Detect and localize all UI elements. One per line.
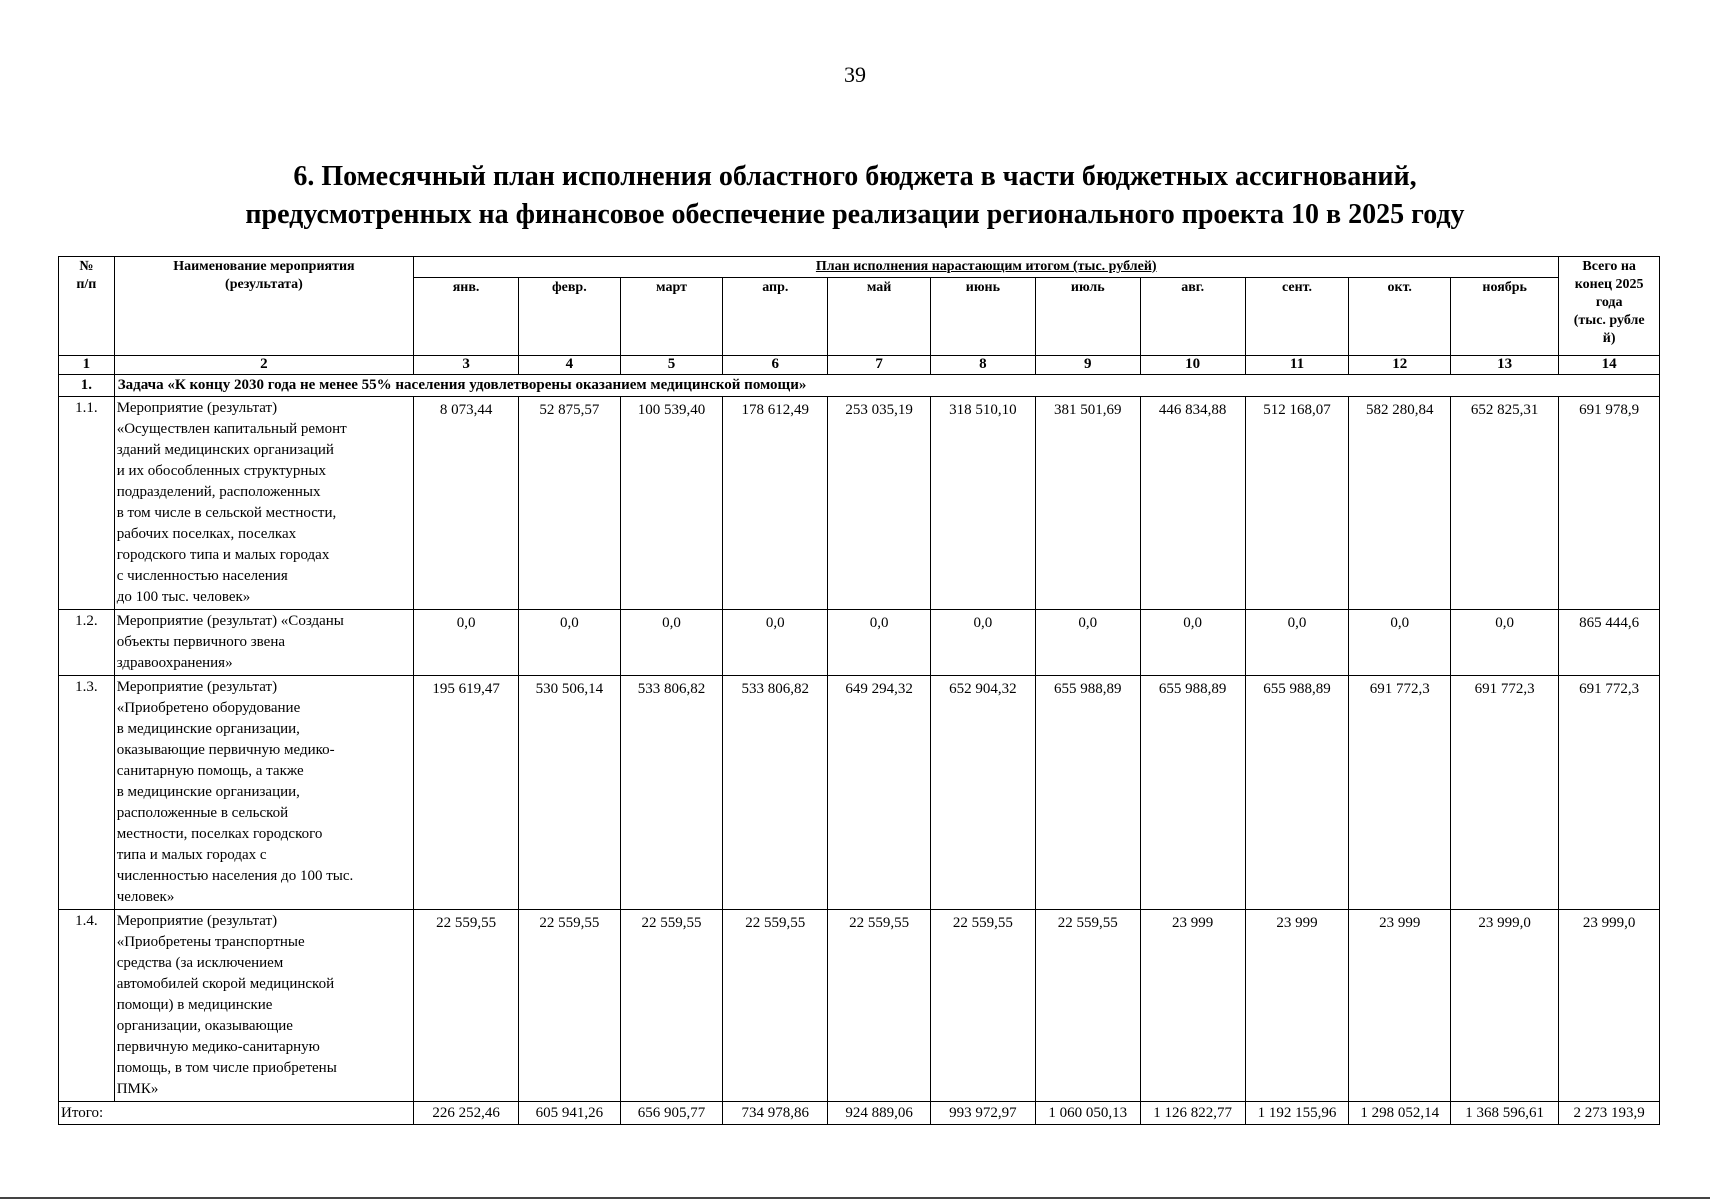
row-value: 23 999 (1140, 910, 1245, 1102)
row-name (114, 397, 413, 610)
total-value: 605 941,26 (519, 1102, 621, 1125)
budget-table (58, 256, 1660, 1125)
total-value: 993 972,97 (930, 1102, 1035, 1125)
row-value: 23 999,0 (1451, 910, 1559, 1102)
row-name-line: типа и малых городах с (116, 847, 267, 863)
row-value: 178 612,49 (723, 397, 828, 610)
month-header: апр. (723, 278, 828, 356)
column-number: 12 (1349, 356, 1451, 375)
row-name-line: рабочих поселках, поселках (116, 526, 297, 542)
row-value: 22 559,55 (519, 910, 621, 1102)
column-number: 7 (828, 356, 931, 375)
row-value: 533 806,82 (620, 676, 723, 910)
row-name (114, 910, 413, 1102)
month-header: сент. (1245, 278, 1349, 356)
total-value: 1 192 155,96 (1245, 1102, 1349, 1125)
column-number: 2 (114, 356, 413, 375)
table-row (59, 610, 1660, 676)
column-number: 3 (414, 356, 519, 375)
month-header: янв. (414, 278, 519, 356)
row-name-line: местности, поселках городского (116, 826, 323, 842)
row-value: 649 294,32 (828, 676, 931, 910)
row-name-line: подразделений, расположенных (116, 484, 321, 500)
row-value: 582 280,84 (1349, 397, 1451, 610)
header-row-1 (59, 257, 1660, 278)
row-name-line: «Приобретено оборудование (116, 700, 301, 716)
header-total-line-3: года (1595, 295, 1623, 310)
header-total (1559, 257, 1660, 356)
month-header: март (620, 278, 723, 356)
row-value: 8 073,44 (414, 397, 519, 610)
header-total-line-1: Всего на (1582, 259, 1636, 274)
month-header: окт. (1349, 278, 1451, 356)
total-value: 1 368 596,61 (1451, 1102, 1559, 1125)
header-name (114, 257, 413, 356)
total-value: 734 978,86 (723, 1102, 828, 1125)
row-value: 100 539,40 (620, 397, 723, 610)
row-value: 0,0 (1451, 610, 1559, 676)
header-num (59, 257, 115, 356)
row-value: 655 988,89 (1245, 676, 1349, 910)
row-value: 691 772,3 (1349, 676, 1451, 910)
row-name-line: Мероприятие (результат) (116, 913, 278, 929)
column-number: 10 (1140, 356, 1245, 375)
row-value: 22 559,55 (930, 910, 1035, 1102)
task-index: 1. (59, 375, 115, 397)
row-value: 0,0 (1245, 610, 1349, 676)
row-value: 0,0 (930, 610, 1035, 676)
row-value: 381 501,69 (1035, 397, 1140, 610)
row-value: 22 559,55 (723, 910, 828, 1102)
column-number-row (59, 356, 1660, 375)
row-value: 22 559,55 (1035, 910, 1140, 1102)
row-index: 1.1. (59, 397, 115, 610)
row-value: 865 444,6 (1559, 610, 1660, 676)
row-value: 512 168,07 (1245, 397, 1349, 610)
row-value: 0,0 (828, 610, 931, 676)
header-total-line-2: конец 2025 (1574, 277, 1644, 292)
row-value: 652 825,31 (1451, 397, 1559, 610)
row-name-line: городского типа и малых городах (116, 547, 330, 563)
row-name-line: Мероприятие (результат) (116, 400, 278, 416)
row-name-line: здравоохранения» (116, 655, 233, 671)
row-value: 691 978,9 (1559, 397, 1660, 610)
total-value: 656 905,77 (620, 1102, 723, 1125)
table-row (59, 676, 1660, 910)
title-line-2: предусмотренных на финансовое обеспечение реализации регионального проекта 10 в 2025 году (245, 199, 1465, 230)
total-value: 1 298 052,14 (1349, 1102, 1451, 1125)
total-value: 226 252,46 (414, 1102, 519, 1125)
row-value: 0,0 (1140, 610, 1245, 676)
row-name-line: санитарную помощь, а также (116, 763, 304, 779)
row-name-line: средства (за исключением (116, 955, 284, 971)
row-value: 0,0 (1035, 610, 1140, 676)
row-name-line: помощь, в том числе приобретены (116, 1060, 337, 1076)
total-value: 1 126 822,77 (1140, 1102, 1245, 1125)
month-header: июнь (930, 278, 1035, 356)
row-value: 0,0 (414, 610, 519, 676)
header-total-line-5: й) (1602, 331, 1616, 346)
total-label: Итого: (59, 1102, 414, 1125)
table-row (59, 397, 1660, 610)
row-name-line: «Осуществлен капитальный ремонт (116, 421, 347, 437)
row-value: 652 904,32 (930, 676, 1035, 910)
row-name-line: Мероприятие (результат) «Созданы (116, 613, 344, 629)
column-number: 8 (930, 356, 1035, 375)
row-name-line: оказывающие первичную медико- (116, 742, 335, 758)
table-row (59, 910, 1660, 1102)
row-index: 1.4. (59, 910, 115, 1102)
header-name-line-2: (результата) (225, 277, 303, 292)
row-name-line: в том числе в сельской местности, (116, 505, 337, 521)
row-name (114, 610, 413, 676)
row-name-line: первичную медико-санитарную (116, 1039, 320, 1055)
row-value: 0,0 (1349, 610, 1451, 676)
month-header: июль (1035, 278, 1140, 356)
row-value: 691 772,3 (1559, 676, 1660, 910)
column-number: 11 (1245, 356, 1349, 375)
row-value: 0,0 (723, 610, 828, 676)
row-name-line: человек» (116, 889, 175, 905)
row-name (114, 676, 413, 910)
row-name-line: автомобилей скорой медицинской (116, 976, 335, 992)
page-number: 39 (844, 62, 866, 87)
row-value: 446 834,88 (1140, 397, 1245, 610)
row-name-line: до 100 тыс. человек» (116, 589, 251, 605)
row-name-line: в медицинские организации, (116, 721, 300, 737)
page-bottom-rule (0, 1197, 1710, 1199)
row-name-line: помощи) в медицинские (116, 997, 273, 1013)
row-value: 22 559,55 (828, 910, 931, 1102)
row-value: 691 772,3 (1451, 676, 1559, 910)
row-value: 655 988,89 (1035, 676, 1140, 910)
row-value: 23 999 (1349, 910, 1451, 1102)
row-value: 0,0 (620, 610, 723, 676)
total-value: 2 273 193,9 (1559, 1102, 1660, 1125)
row-name-line: ПМК» (116, 1081, 159, 1097)
row-index: 1.3. (59, 676, 115, 910)
month-header: авг. (1140, 278, 1245, 356)
row-name-line: Мероприятие (результат) (116, 679, 278, 695)
title-line-1: 6. Помесячный план исполнения областного бюджета в части бюджетных ассигнований, (293, 161, 1417, 192)
total-value: 924 889,06 (828, 1102, 931, 1125)
row-value: 530 506,14 (519, 676, 621, 910)
row-value: 23 999 (1245, 910, 1349, 1102)
row-value: 655 988,89 (1140, 676, 1245, 910)
column-number: 13 (1451, 356, 1559, 375)
month-header: май (828, 278, 931, 356)
row-name-line: в медицинские организации, (116, 784, 300, 800)
month-header: ноябрь (1451, 278, 1559, 356)
row-value: 22 559,55 (620, 910, 723, 1102)
column-number: 6 (723, 356, 828, 375)
column-number: 4 (519, 356, 621, 375)
column-number: 5 (620, 356, 723, 375)
task-row (59, 375, 1660, 397)
document-title (0, 158, 1710, 234)
total-row (59, 1102, 1660, 1125)
header-num-line-1: № (79, 259, 94, 274)
row-value: 22 559,55 (414, 910, 519, 1102)
row-name-line: численностью населения до 100 тыс. (116, 868, 354, 884)
month-header: февр. (519, 278, 621, 356)
header-name-line-1: Наименование мероприятия (173, 259, 355, 274)
row-value: 533 806,82 (723, 676, 828, 910)
row-value: 52 875,57 (519, 397, 621, 610)
row-name-line: организации, оказывающие (116, 1018, 293, 1034)
row-name-line: расположенные в сельской (116, 805, 289, 821)
row-value: 195 619,47 (414, 676, 519, 910)
header-plan-group: План исполнения нарастающим итогом (тыс. рублей) (414, 257, 1559, 278)
header-total-line-4: (тыс. рубле (1573, 313, 1645, 328)
total-value: 1 060 050,13 (1035, 1102, 1140, 1125)
row-index: 1.2. (59, 610, 115, 676)
row-value: 23 999,0 (1559, 910, 1660, 1102)
row-name-line: «Приобретены транспортные (116, 934, 305, 950)
row-value: 318 510,10 (930, 397, 1035, 610)
row-value: 253 035,19 (828, 397, 931, 610)
header-num-line-2: п/п (76, 277, 97, 292)
row-name-line: и их обособленных структурных (116, 463, 326, 479)
row-name-line: зданий медицинских организаций (116, 442, 334, 458)
row-name-line: объекты первичного звена (116, 634, 286, 650)
column-number: 1 (59, 356, 115, 375)
task-text: Задача «К концу 2030 года не менее 55% населения удовлетворены оказанием медицинской помощи» (114, 375, 1659, 397)
column-number: 14 (1559, 356, 1660, 375)
row-name-line: с численностью населения (116, 568, 288, 584)
row-value: 0,0 (519, 610, 621, 676)
column-number: 9 (1035, 356, 1140, 375)
